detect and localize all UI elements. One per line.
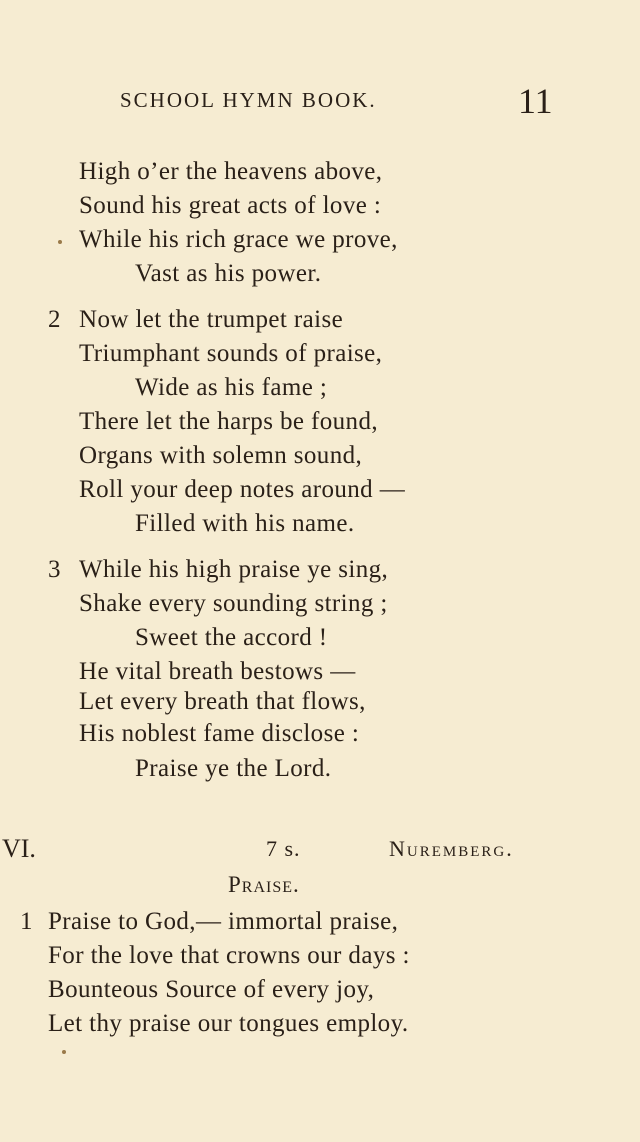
stanza-number: 1 <box>20 908 33 935</box>
stanza-number: 2 <box>48 306 61 333</box>
verse-line: High o’er the heavens above, <box>79 158 383 185</box>
verse-line: Now let the trumpet raise <box>79 306 344 333</box>
verse-line: Bounteous Source of every joy, <box>48 976 375 1003</box>
verse-line: Organs with solemn sound, <box>79 442 363 469</box>
verse-line: Sweet the accord ! <box>135 624 328 651</box>
hymn-meter: 7 s. <box>266 836 301 861</box>
paper-speck <box>58 240 62 244</box>
verse-line: Vast as his power. <box>135 260 322 287</box>
verse-line: While his high praise ye sing, <box>79 556 389 583</box>
verse-line: Shake every sounding string ; <box>79 590 388 617</box>
hymn-number: VI. <box>2 834 36 863</box>
verse-line: Filled with his name. <box>135 510 355 537</box>
verse-line: Wide as his fame ; <box>135 374 328 401</box>
page-number: 11 <box>518 81 553 121</box>
verse-line: Sound his great acts of love : <box>79 192 382 219</box>
verse-line: Praise to God,— immortal praise, <box>48 908 399 935</box>
running-title: SCHOOL HYMN BOOK. <box>120 88 377 112</box>
verse-line: Let every breath that flows, <box>79 688 366 715</box>
stanza-number: 3 <box>48 556 61 583</box>
paper-speck <box>62 1050 66 1054</box>
verse-line: Let thy praise our tongues employ. <box>48 1010 409 1037</box>
verse-line: Triumphant sounds of praise, <box>79 340 383 367</box>
verse-line: Praise ye the Lord. <box>135 755 332 782</box>
verse-line: Roll your deep notes around — <box>79 476 406 503</box>
verse-line: While his rich grace we prove, <box>79 226 398 253</box>
verse-line: There let the harps be found, <box>79 408 378 435</box>
verse-line: For the love that crowns our days : <box>48 942 410 969</box>
tune-name: Nuremberg. <box>389 836 514 861</box>
verse-line: His noblest fame disclose : <box>79 720 360 747</box>
hymn-subtitle: Praise. <box>228 872 300 897</box>
verse-line: He vital breath bestows — <box>79 658 356 685</box>
